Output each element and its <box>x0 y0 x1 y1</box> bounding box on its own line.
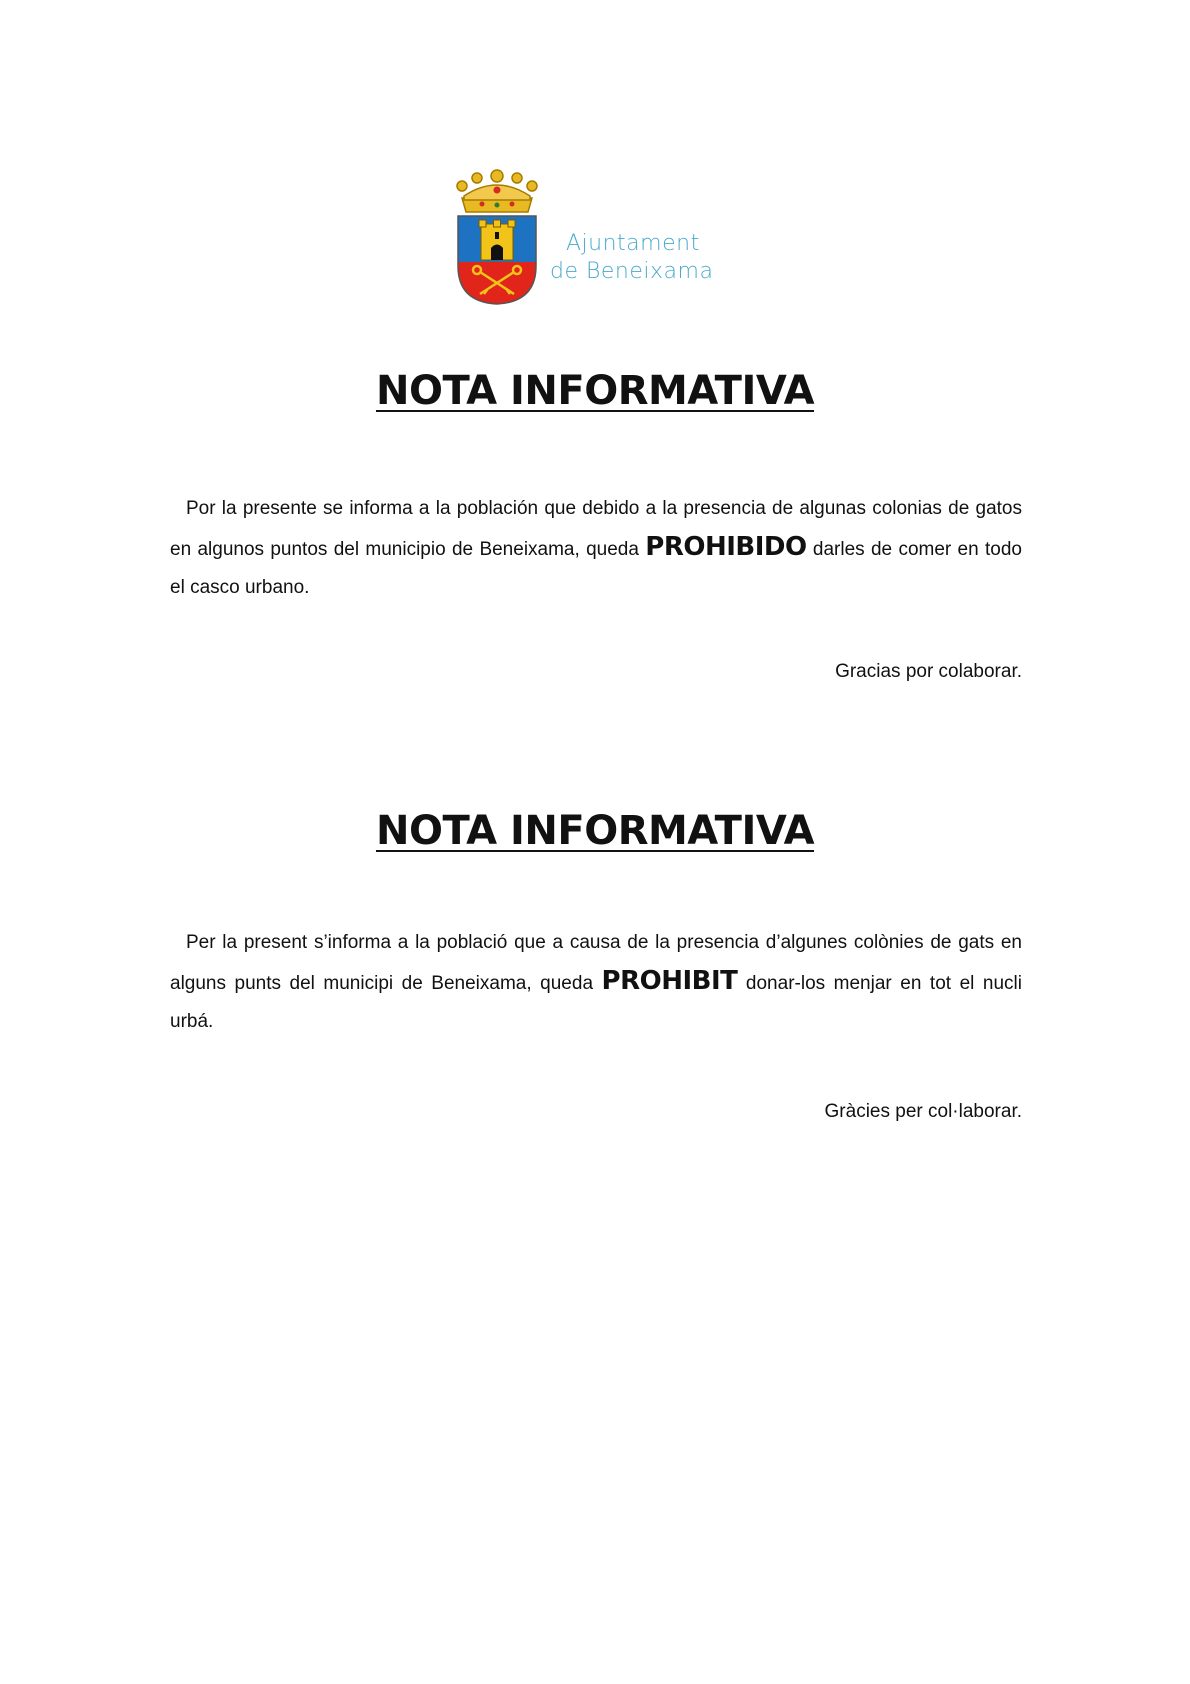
municipal-logo <box>452 166 752 306</box>
prohibition-emphasis: PROHIBIDO <box>645 532 807 562</box>
notice-title-spanish: NOTA INFORMATIVA <box>375 368 815 414</box>
logo-wordmark <box>550 230 713 286</box>
shield-icon <box>458 216 536 304</box>
logo-line-1: Ajuntament <box>566 231 700 256</box>
notice-text-after: darles de comer en todo el casco urbano. <box>170 539 1022 598</box>
coat-of-arms-icon <box>452 166 542 306</box>
notice-text-before: Por la presente se informa a la población que debido a la presencia de algunas colonias de gatos en algunos puntos del municipio de Beneixama, queda <box>170 498 1022 560</box>
notice-body-spanish <box>170 490 1022 607</box>
crown-icon <box>457 170 537 212</box>
notice-title-valencian: NOTA INFORMATIVA <box>375 808 815 854</box>
tower-icon <box>479 220 515 260</box>
thanks-valencian: Gràcies per col·laborar. <box>824 1101 1022 1122</box>
notice-text-after: donar-los menjar en tot el nucli urbá. <box>170 973 1022 1032</box>
notice-body-valencian <box>170 924 1022 1041</box>
thanks-spanish: Gracias por colaborar. <box>835 661 1022 682</box>
notice-text-before: Per la present s’informa a la població que a causa de la presencia d’algunes colònies de gats en alguns punts del municipi de Beneixama, queda <box>170 932 1022 994</box>
prohibition-emphasis: PROHIBIT <box>601 966 738 996</box>
logo-line-2: de Beneixama <box>550 259 714 284</box>
